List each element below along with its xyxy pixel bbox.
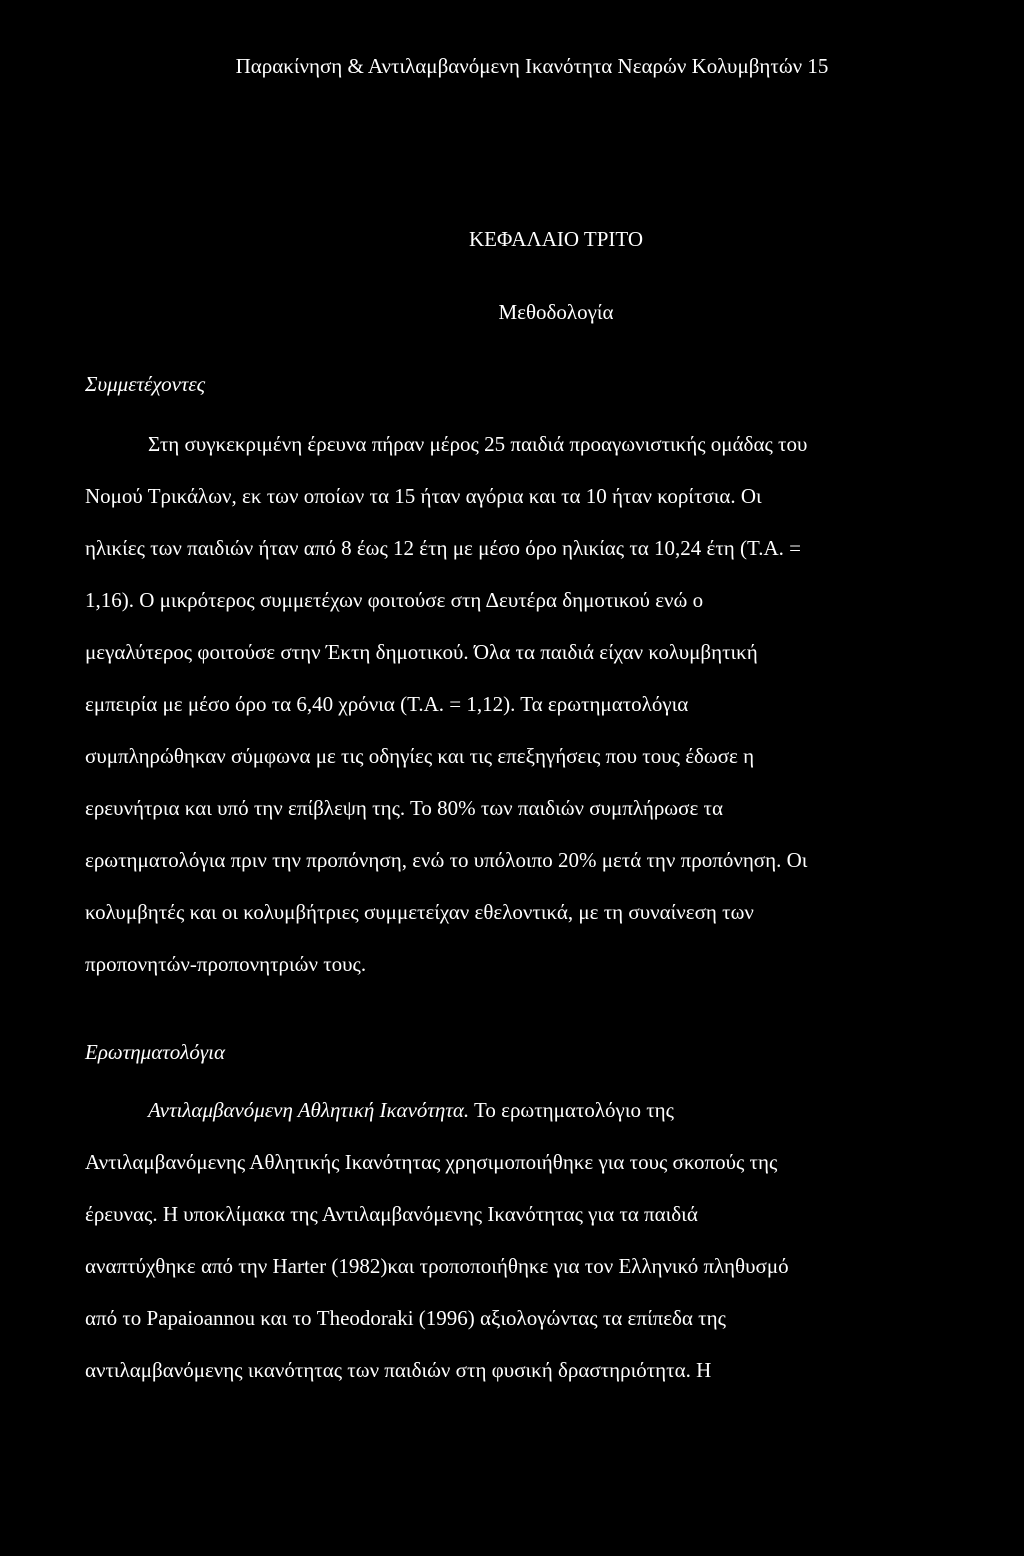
running-head: Παρακίνηση & Αντιλαμβανόμενη Ικανότητα Νεαρών Κολυμβητών 15 (235, 54, 829, 78)
text-line: αναπτύχθηκε από την Harter (1982)και τροποποιήθηκε για τον Ελληνικό πληθυσμό (85, 1254, 789, 1278)
text-line: κολυμβητές και οι κολυμβήτριες συμμετείχαν εθελοντικά, με τη συναίνεση των (85, 900, 754, 924)
text-line: ηλικίες των παιδιών ήταν από 8 έως 12 έτη με μέσο όρο ηλικίας τα 10,24 έτη (Τ.Α. = (85, 536, 802, 560)
text-line: Αντιλαμβανόμενης Αθλητικής Ικανότητας χρησιμοποιήθηκε για τους σκοπούς της (85, 1150, 778, 1174)
text-line: αντιλαμβανόμενης ικανότητας των παιδιών στη φυσική δραστηριότητα. Η (85, 1358, 712, 1382)
participants-paragraph (85, 418, 865, 990)
participants-heading: Συμμετέχοντες (85, 372, 206, 396)
chapter-heading: ΚΕΦΑΛΑΙΟ ΤΡΙΤΟ (468, 227, 644, 251)
text-line: 1,16). Ο μικρότερος συμμετέχων φοιτούσε στη Δευτέρα δημοτικού ενώ ο (85, 588, 704, 612)
text-line: από το Papaioannou και το Theodoraki (1996) αξιολογώντας τα επίπεδα της (85, 1306, 726, 1330)
text-line: έρευνας. Η υποκλίμακα της Αντιλαμβανόμενης Ικανότητας για τα παιδιά (85, 1202, 698, 1226)
section-title: Μεθοδολογία (498, 300, 614, 324)
text-line: προπονητών-προπονητριών τους. (85, 952, 367, 976)
questionnaires-heading: Ερωτηματολόγια (85, 1040, 225, 1064)
text-line: Νομού Τρικάλων, εκ των οποίων τα 15 ήταν αγόρια και τα 10 ήταν κορίτσια. Οι (85, 484, 762, 508)
text-line: ερωτηματολόγια πριν την προπόνηση, ενώ το υπόλοιπο 20% μετά την προπόνηση. Οι (85, 848, 808, 872)
text-line: εμπειρία με μέσο όρο τα 6,40 χρόνια (Τ.Α. = 1,12). Τα ερωτηματολόγια (85, 692, 689, 716)
text-line: μεγαλύτερος φοιτούσε στην Έκτη δημοτικού. Όλα τα παιδιά είχαν κολυμβητική (85, 640, 758, 664)
subsection-heading: Αντιλαμβανόμενη Αθλητική Ικανότητα. (148, 1098, 470, 1122)
text-line: ερευνήτρια και υπό την επίβλεψη της. Το 80% των παιδιών συμπλήρωσε τα (85, 796, 723, 820)
text-line: Στη συγκεκριμένη έρευνα πήραν μέρος 25 παιδιά προαγωνιστικής ομάδας του (148, 432, 808, 456)
questionnaire-paragraph (85, 1084, 865, 1396)
text-line: συμπληρώθηκαν σύμφωνα με τις οδηγίες και τις επεξηγήσεις που τους έδωσε η (85, 744, 755, 768)
text-line (85, 1084, 865, 1136)
text-fragment: Το ερωτηματολόγιο της (469, 1098, 674, 1122)
